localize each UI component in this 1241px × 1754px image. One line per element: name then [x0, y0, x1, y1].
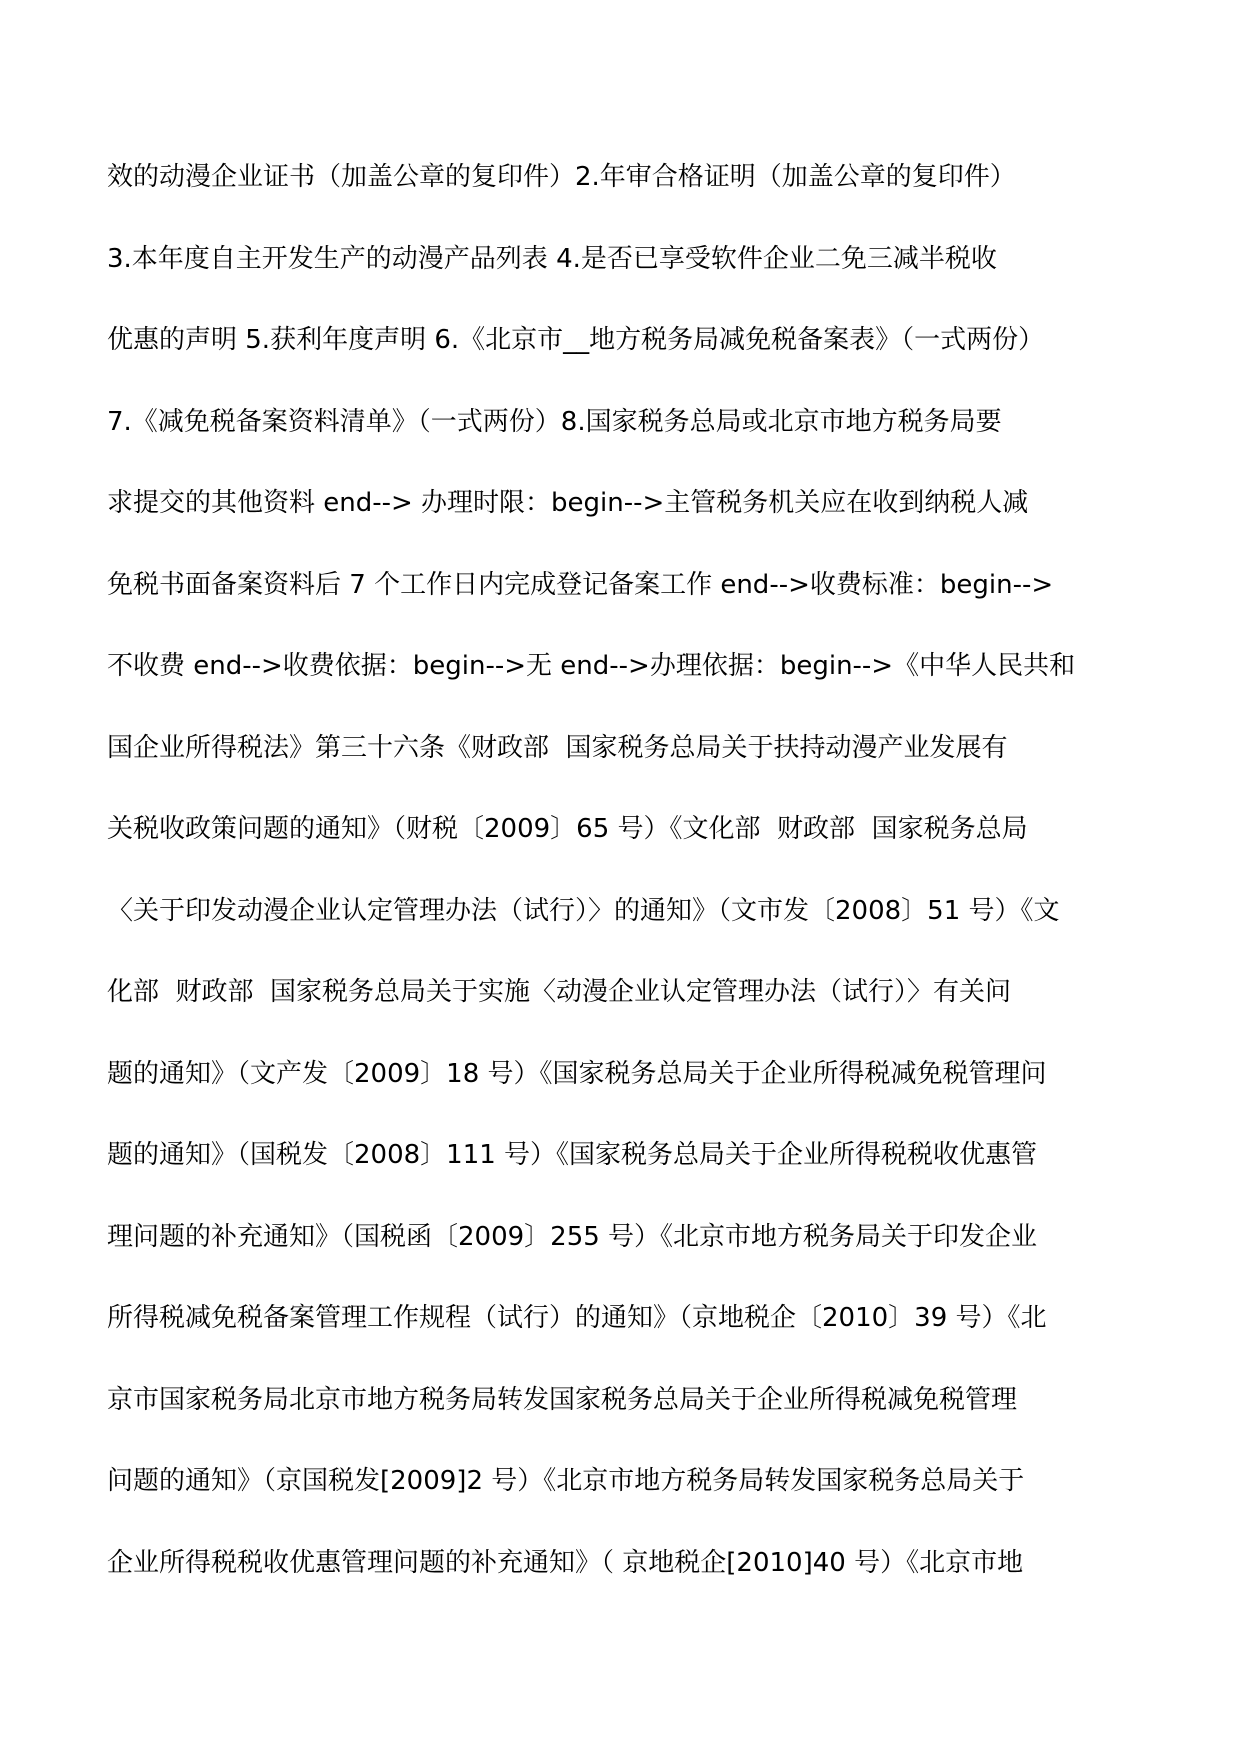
- text-line: 所得税减免税备案管理工作规程（试行）的通知》（京地税企〔2010〕39 号）《北: [107, 1303, 1047, 1333]
- text-line: 〈关于印发动漫企业认定管理办法（试行）〉的通知》（文市发〔2008〕51 号）《文: [107, 895, 1060, 926]
- body-text: [107, 159, 1137, 1626]
- text-line: 题的通知》（国税发〔2008〕111 号）《国家税务总局关于企业所得税税收优惠管: [107, 1140, 1038, 1170]
- text-line: 不收费 end-->收费依据：begin-->无 end-->办理依据：begin-->《中华人民共和: [107, 651, 1076, 681]
- text-line: 优惠的声明 5.获利年度声明 6.《北京市__地方税务局减免税备案表》（一式两份）: [107, 325, 1045, 355]
- text-line: 化部 财政部 国家税务总局关于实施〈动漫企业认定管理办法（试行）〉有关问: [107, 977, 1012, 1007]
- text-line: 7.《减免税备案资料清单》（一式两份）8.国家税务总局或北京市地方税务局要: [107, 406, 1002, 437]
- text-line: 京市国家税务局北京市地方税务局转发国家税务总局关于企业所得税减免税管理: [107, 1384, 1018, 1415]
- text-line: 求提交的其他资料 end--> 办理时限：begin-->主管税务机关应在收到纳税人减: [107, 488, 1029, 518]
- text-line: 关税收政策问题的通知》（财税〔2009〕65 号）《文化部 财政部 国家税务总局: [107, 814, 1028, 844]
- text-line: 问题的通知》（京国税发[2009]2 号）《北京市地方税务局转发国家税务总局关于: [107, 1466, 1025, 1496]
- text-line: 免税书面备案资料后 7 个工作日内完成登记备案工作 end-->收费标准：begin-->: [107, 569, 1054, 600]
- text-line: 3.本年度自主开发生产的动漫产品列表 4.是否已享受软件企业二免三减半税收: [107, 243, 997, 274]
- text-line: 效的动漫企业证书（加盖公章的复印件）2.年审合格证明（加盖公章的复印件）: [107, 162, 1016, 192]
- text-line: 企业所得税税收优惠管理问题的补充通知》（ 京地税企[2010]40 号）《北京市地: [107, 1547, 1024, 1578]
- text-line: 题的通知》（文产发〔2009〕18 号）《国家税务总局关于企业所得税减免税管理问: [107, 1058, 1047, 1089]
- text-line: 国企业所得税法》第三十六条《财政部 国家税务总局关于扶持动漫产业发展有: [107, 732, 1008, 763]
- text-line: 理问题的补充通知》（国税函〔2009〕255 号）《北京市地方税务局关于印发企业: [107, 1221, 1038, 1252]
